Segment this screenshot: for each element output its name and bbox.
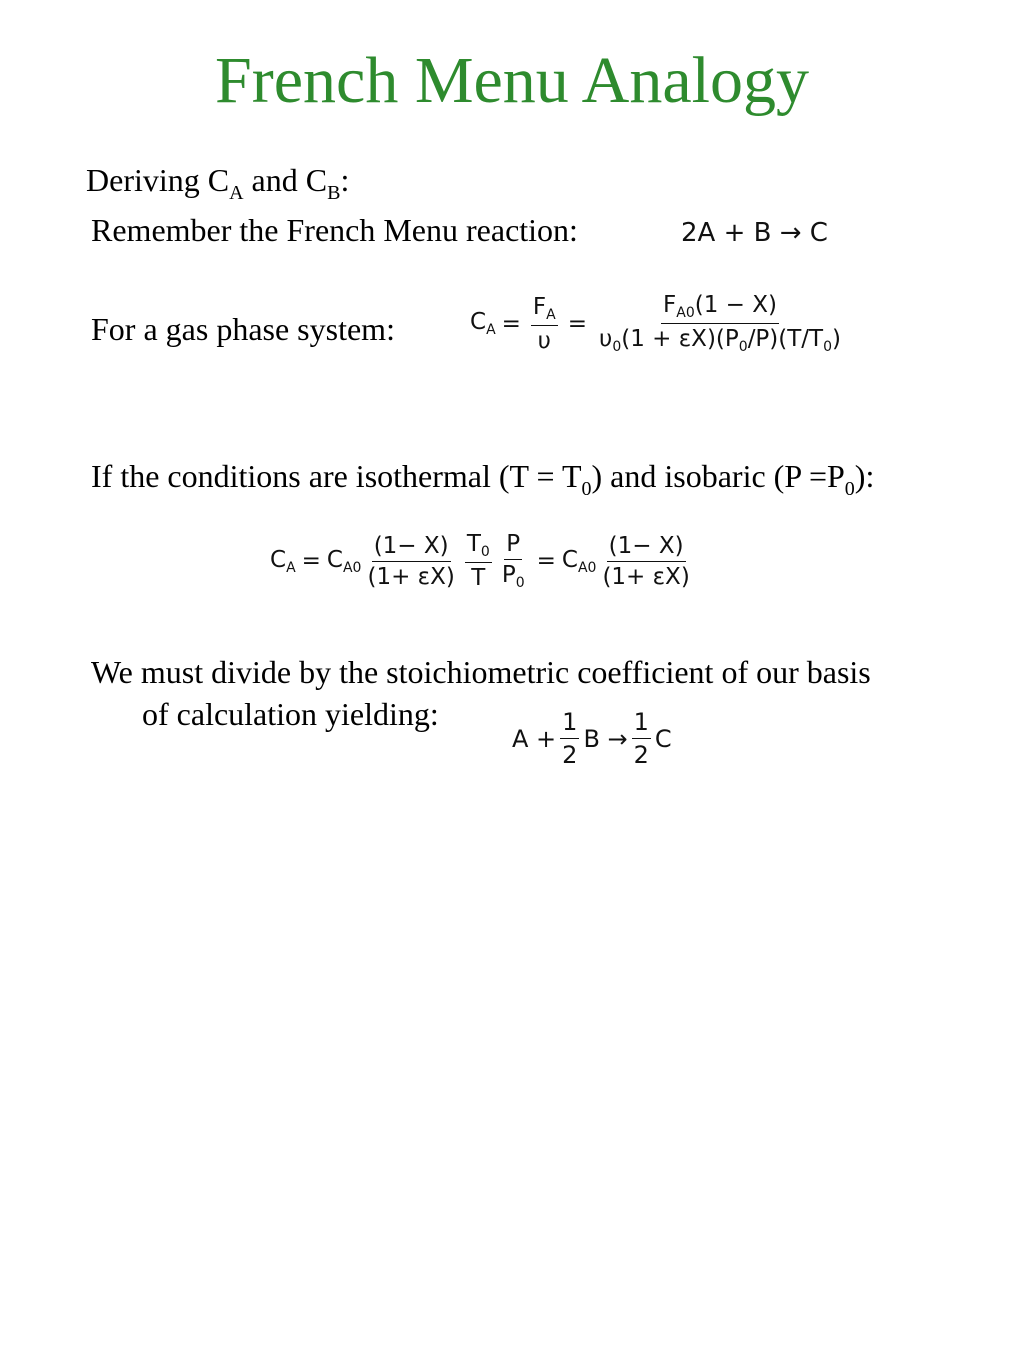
isothermal-isobaric-condition: If the conditions are isothermal $(T = T_0)$ and isobaric $(P =P_0)$: [91, 458, 875, 500]
gas-phase-intro: For a gas phase system: [91, 311, 395, 347]
ca0-term: $C_{A0}$ [561, 546, 597, 576]
deriving-heading [86, 162, 350, 204]
ca0-term: $C_{A0}$ [326, 546, 362, 576]
fraction-conversion-simplified: $\frac{(1- X)}{(1+ \varepsilon X)}$ [602, 532, 690, 590]
equals-sign: = [536, 548, 556, 574]
fraction-temperature: $\frac{T_0}{T}$ [466, 531, 490, 591]
divide-statement-line1: We must divide by the stoichiometric coefficient of our basis [91, 654, 871, 690]
isothermal-equation [270, 531, 696, 591]
equals-sign: = [501, 310, 521, 337]
subscript-a: A [229, 182, 244, 204]
fraction-fa-over-v: $\frac{F_A}{\upsilon}$ [532, 293, 556, 354]
equals-sign: = [301, 548, 321, 574]
gas-phase-equation [470, 292, 847, 355]
eq-term-c: C [654, 724, 672, 753]
eq-term-a: A + [512, 724, 557, 753]
eq-term-b: B → [583, 724, 628, 753]
reaction-equation: 2A + B → C [681, 218, 828, 248]
fraction-conversion: $\frac{(1- X)}{(1+ \varepsilon X)}$ [367, 532, 455, 590]
equals-sign: = [567, 310, 588, 337]
subscript-zero: 0 [844, 478, 855, 500]
subscript-zero: 0 [581, 478, 592, 500]
divide-statement-line2: of calculation yielding: [142, 696, 439, 732]
fraction-pressure: $\frac{P}{P_0}$ [501, 531, 525, 591]
subscript-b: B [327, 182, 341, 204]
eq-lhs: $C_A$ [270, 546, 296, 576]
fraction-fa0-expression: $\frac{F_{A0}(1 - X)}{\upsilon_0(1 + \varepsilon X)(P_0/P)(T/T_0)}$ [599, 292, 842, 355]
normalized-reaction-equation [512, 708, 672, 769]
fraction-one-half: $\frac{1}{2}$ [633, 708, 649, 769]
reaction-intro: Remember the French Menu reaction: [91, 212, 578, 248]
deriving-middle: and C [243, 162, 328, 198]
fraction-one-half: $\frac{1}{2}$ [562, 708, 578, 769]
slide-title: French Menu Analogy [215, 44, 809, 117]
deriving-suffix: : [340, 162, 350, 198]
eq-lhs: $C_A$ [470, 309, 496, 338]
deriving-prefix: Deriving C [86, 162, 230, 198]
